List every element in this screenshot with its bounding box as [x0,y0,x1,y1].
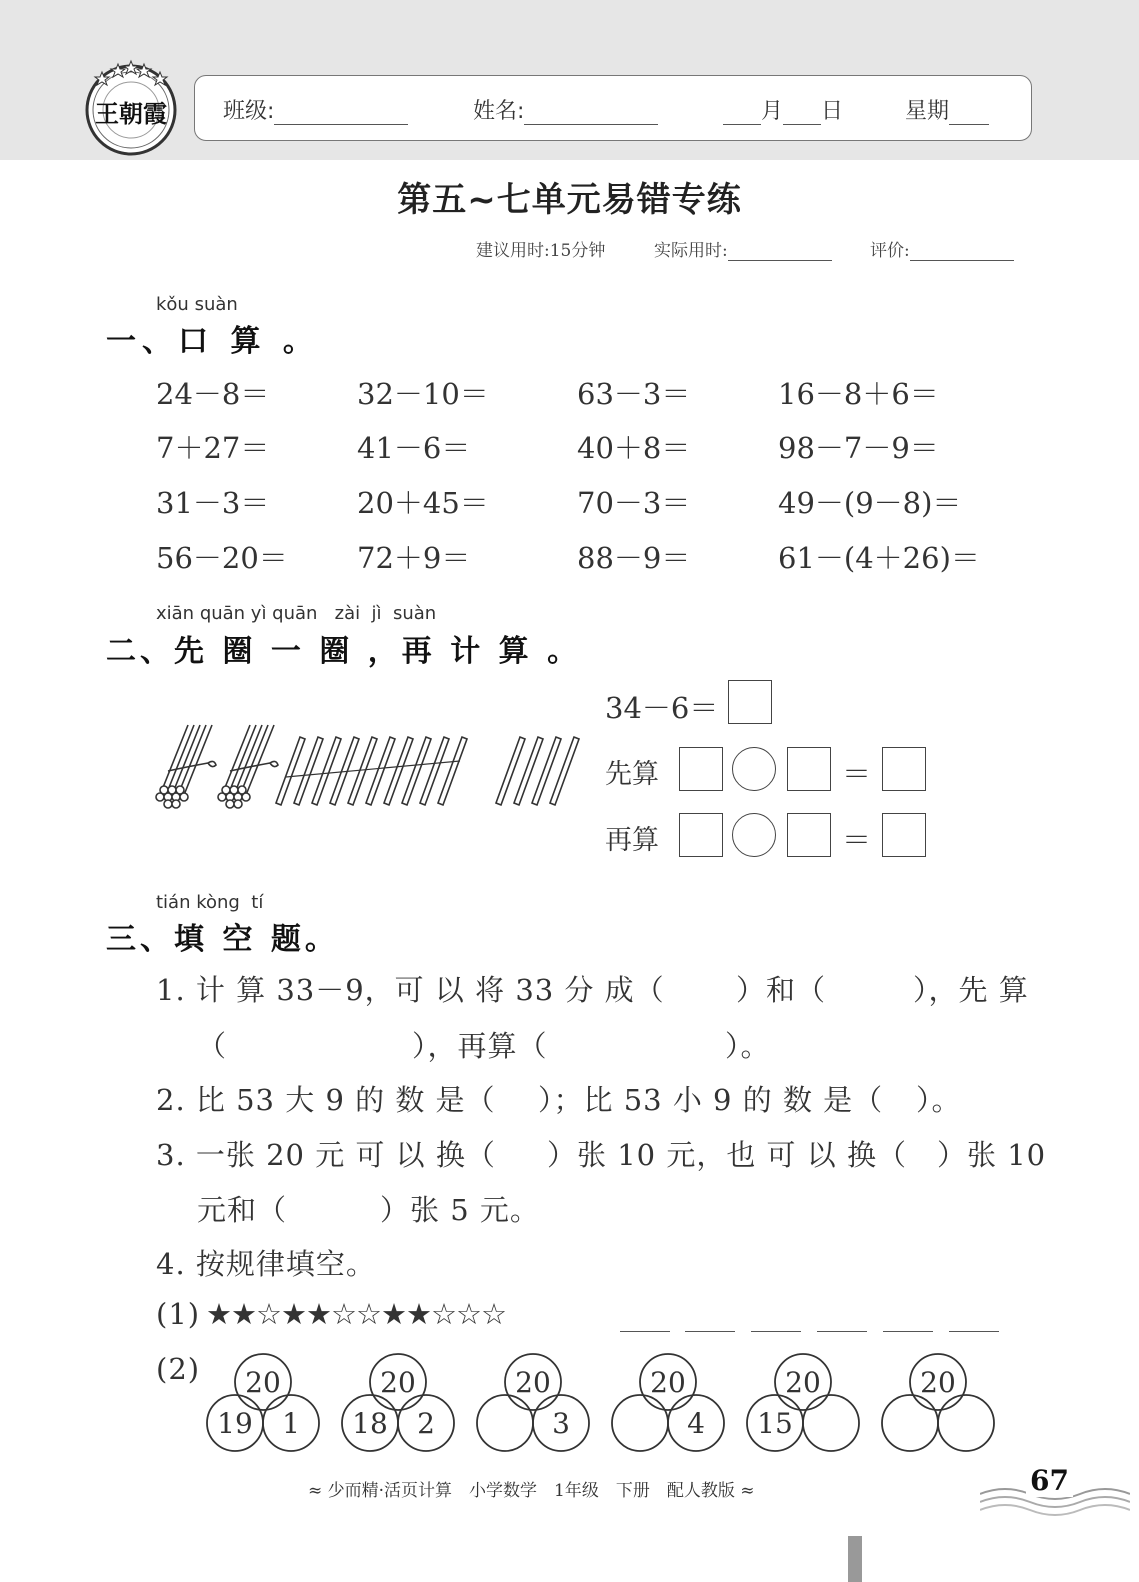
arith-problem: 32－10＝ [357,377,489,411]
q3-line2-b: ）张 5 元。 [380,1193,540,1227]
rating-label: 评价: [870,241,910,261]
loose-sticks-icon [276,737,579,805]
part-number[interactable]: 2 [417,1407,435,1440]
logo-text: 王朝霞 [95,99,167,128]
weekday-label: 星期 [905,99,950,124]
part-number[interactable]: 3 [552,1407,570,1440]
q3-text-b: ）张 10 元，也 可 以 换（ [547,1138,907,1172]
first-op-circle[interactable] [732,747,776,791]
section1-pinyin: kǒu suàn [156,294,238,315]
q2-text-a: 2. 比 53 大 9 的 数 是（ [156,1083,496,1117]
arith-problem: 70－3＝ [577,486,691,520]
first-num-box[interactable] [679,747,723,791]
arith-problem: 40＋8＝ [577,431,691,465]
pattern-blank[interactable] [685,1331,735,1332]
section3-pinyin: tián kòng tí [156,892,264,913]
decomposition-group [342,1354,454,1451]
arith-problem: 20＋45＝ [357,486,489,520]
counting-sticks-illustration [150,715,590,815]
equals-sign: ＝ [842,757,872,791]
arith-problem: 41－6＝ [357,431,471,465]
weekday-field[interactable] [949,96,989,125]
first-num-box[interactable] [679,813,723,857]
q4-2-label: (2) [156,1352,201,1386]
actual-time-field[interactable] [728,240,832,261]
q1-line2-c: ）。 [725,1029,771,1063]
page-title: 第五~七单元易错专练 [397,180,742,220]
class-label: 班级: [223,99,275,124]
arith-problem: 49－(9－8)＝ [778,486,962,520]
arith-problem: 24－8＝ [156,377,270,411]
first-calc-label: 先算 [605,759,659,790]
decomposition-group [477,1354,589,1451]
q2-text-b: ）；比 53 小 9 的 数 是（ [538,1083,884,1117]
q1-text-c: ），先 算 [913,973,1029,1007]
part-number[interactable]: 4 [687,1407,705,1440]
q1-line2-b: ），再算（ [412,1029,548,1063]
part-number[interactable]: 18 [352,1407,388,1440]
section2-heading: 二、先 圈 一 圈 ，再 计 算 。 [106,634,582,669]
brand-logo [82,58,180,156]
second-result-box[interactable] [882,813,926,857]
pattern-blank[interactable] [620,1331,670,1332]
q1-text-a: 1. 计 算 33－9，可 以 将 33 分 成（ [156,973,665,1007]
pattern-blank[interactable] [949,1331,999,1332]
answer-box[interactable] [728,680,772,724]
whole-number: 20 [245,1366,281,1399]
arith-problem: 7＋27＝ [156,431,270,465]
day-field[interactable] [783,96,821,125]
arith-problem: 98－7－9＝ [778,431,939,465]
then-calc-label: 再算 [605,825,659,856]
month-field[interactable] [723,96,761,125]
second-num-box[interactable] [787,813,831,857]
margin-tab [848,1536,862,1582]
student-info-box [194,75,1032,141]
circle-equation: 34－6＝ [605,691,719,725]
actual-time-label: 实际用时: [654,241,728,261]
month-label: 月 [761,99,784,124]
pattern-blank[interactable] [751,1331,801,1332]
arith-problem: 31－3＝ [156,486,270,520]
whole-number: 20 [380,1366,416,1399]
q3-text-a: 3. 一张 20 元 可 以 换（ [156,1138,496,1172]
decomposition-group [612,1354,724,1451]
pattern-blank[interactable] [883,1331,933,1332]
suggested-time: 建议用时:15分钟 [476,241,606,261]
page-number: 67 [1026,1464,1073,1497]
equals-sign: ＝ [842,823,872,857]
decomposition-group [882,1354,994,1451]
arith-problem: 88－9＝ [577,541,691,575]
arith-problem: 61－(4＋26)＝ [778,541,980,575]
section1-heading: 一、口 算 。 [106,324,319,359]
part-number[interactable]: 19 [217,1407,253,1440]
q4-text: 4. 按规律填空。 [156,1247,376,1281]
arith-problem: 16－8＋6＝ [778,377,939,411]
footer-series-text: ≈ 少而精·活页计算 小学数学 1年级 下册 配人教版 ≈ [308,1481,755,1501]
whole-number: 20 [785,1366,821,1399]
q2-text-c: ）。 [916,1083,962,1117]
whole-number: 20 [650,1366,686,1399]
number-decomposition-diagram [200,1350,1000,1460]
decomposition-group [747,1354,859,1451]
whole-number: 20 [920,1366,956,1399]
decomposition-group [207,1354,319,1451]
arith-problem: 56－20＝ [156,541,288,575]
arith-problem: 63－3＝ [577,377,691,411]
section2-pinyin: xiān quān yì quān zài jì suàn [156,603,437,624]
name-label: 姓名: [473,99,525,124]
part-number[interactable]: 15 [757,1407,793,1440]
arith-problem: 72＋9＝ [357,541,471,575]
q3-text-c: ）张 10 [937,1138,1047,1172]
whole-number: 20 [515,1366,551,1399]
rating-field[interactable] [910,240,1014,261]
second-num-box[interactable] [787,747,831,791]
class-field[interactable] [274,96,408,125]
section3-heading: 三、填 空 题。 [106,922,339,957]
stick-bundle-icon [218,725,278,808]
stick-bundle-icon [156,725,216,808]
name-field[interactable] [524,96,658,125]
first-result-box[interactable] [882,747,926,791]
star-pattern: ★★☆★★☆☆★★☆☆☆ [206,1297,506,1331]
part-number[interactable]: 1 [282,1407,300,1440]
q1-line2-a: （ [197,1029,228,1063]
day-label: 日 [821,99,844,124]
pattern-blank[interactable] [817,1331,867,1332]
second-op-circle[interactable] [732,813,776,857]
q1-text-b: ）和（ [736,973,827,1007]
q3-line2-a: 元和（ [197,1193,288,1227]
q4-1-label: (1) [156,1297,201,1331]
